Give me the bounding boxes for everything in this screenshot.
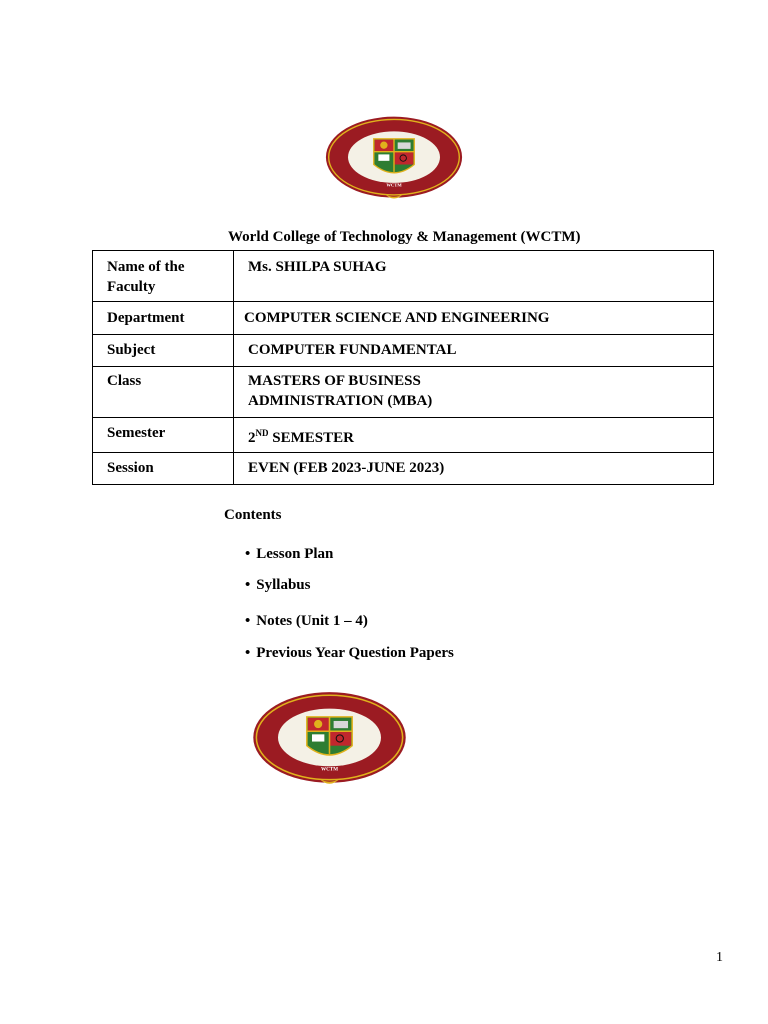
contents-list bbox=[245, 546, 454, 665]
table-row-department bbox=[93, 302, 714, 335]
row-label: Semester bbox=[93, 418, 234, 453]
college-title: World College of Technology & Management (WCTM) bbox=[228, 229, 581, 245]
row-label: Class bbox=[93, 367, 234, 418]
list-item: • Notes (Unit 1 – 4) bbox=[245, 613, 454, 633]
list-item: • Previous Year Question Papers bbox=[245, 645, 454, 665]
table-row-session bbox=[93, 453, 714, 485]
page-number: 1 bbox=[716, 950, 723, 965]
college-seal-icon bbox=[320, 113, 468, 205]
row-value bbox=[234, 418, 714, 453]
row-value: COMPUTER FUNDAMENTAL bbox=[234, 335, 714, 367]
college-logo-bottom bbox=[247, 688, 412, 791]
row-label: Name of the Faculty bbox=[93, 251, 234, 302]
college-seal-icon bbox=[247, 688, 412, 791]
svg-text:WCTM: WCTM bbox=[320, 766, 339, 773]
row-value: EVEN (FEB 2023-JUNE 2023) bbox=[234, 453, 714, 485]
table-row-faculty bbox=[93, 251, 714, 302]
semester-suffix: ND bbox=[255, 428, 269, 438]
contents-heading: Contents bbox=[224, 507, 282, 523]
row-label: Session bbox=[93, 453, 234, 485]
semester-number: 2 bbox=[248, 430, 256, 446]
row-value: MASTERS OF BUSINESS ADMINISTRATION (MBA) bbox=[234, 367, 714, 418]
list-item: • Lesson Plan bbox=[245, 546, 454, 566]
svg-text:WCTM: WCTM bbox=[386, 182, 402, 188]
row-label: Department bbox=[93, 302, 234, 335]
table-row-subject bbox=[93, 335, 714, 367]
college-logo-top bbox=[320, 113, 468, 205]
table-row-class bbox=[93, 367, 714, 418]
row-value: Ms. SHILPA SUHAG bbox=[234, 251, 714, 302]
row-value: COMPUTER SCIENCE AND ENGINEERING bbox=[234, 302, 714, 335]
list-item: • Syllabus bbox=[245, 577, 454, 597]
row-label: Subject bbox=[93, 335, 234, 367]
semester-text: SEMESTER bbox=[268, 430, 354, 446]
course-info-table bbox=[92, 250, 714, 485]
table-row-semester bbox=[93, 418, 714, 453]
